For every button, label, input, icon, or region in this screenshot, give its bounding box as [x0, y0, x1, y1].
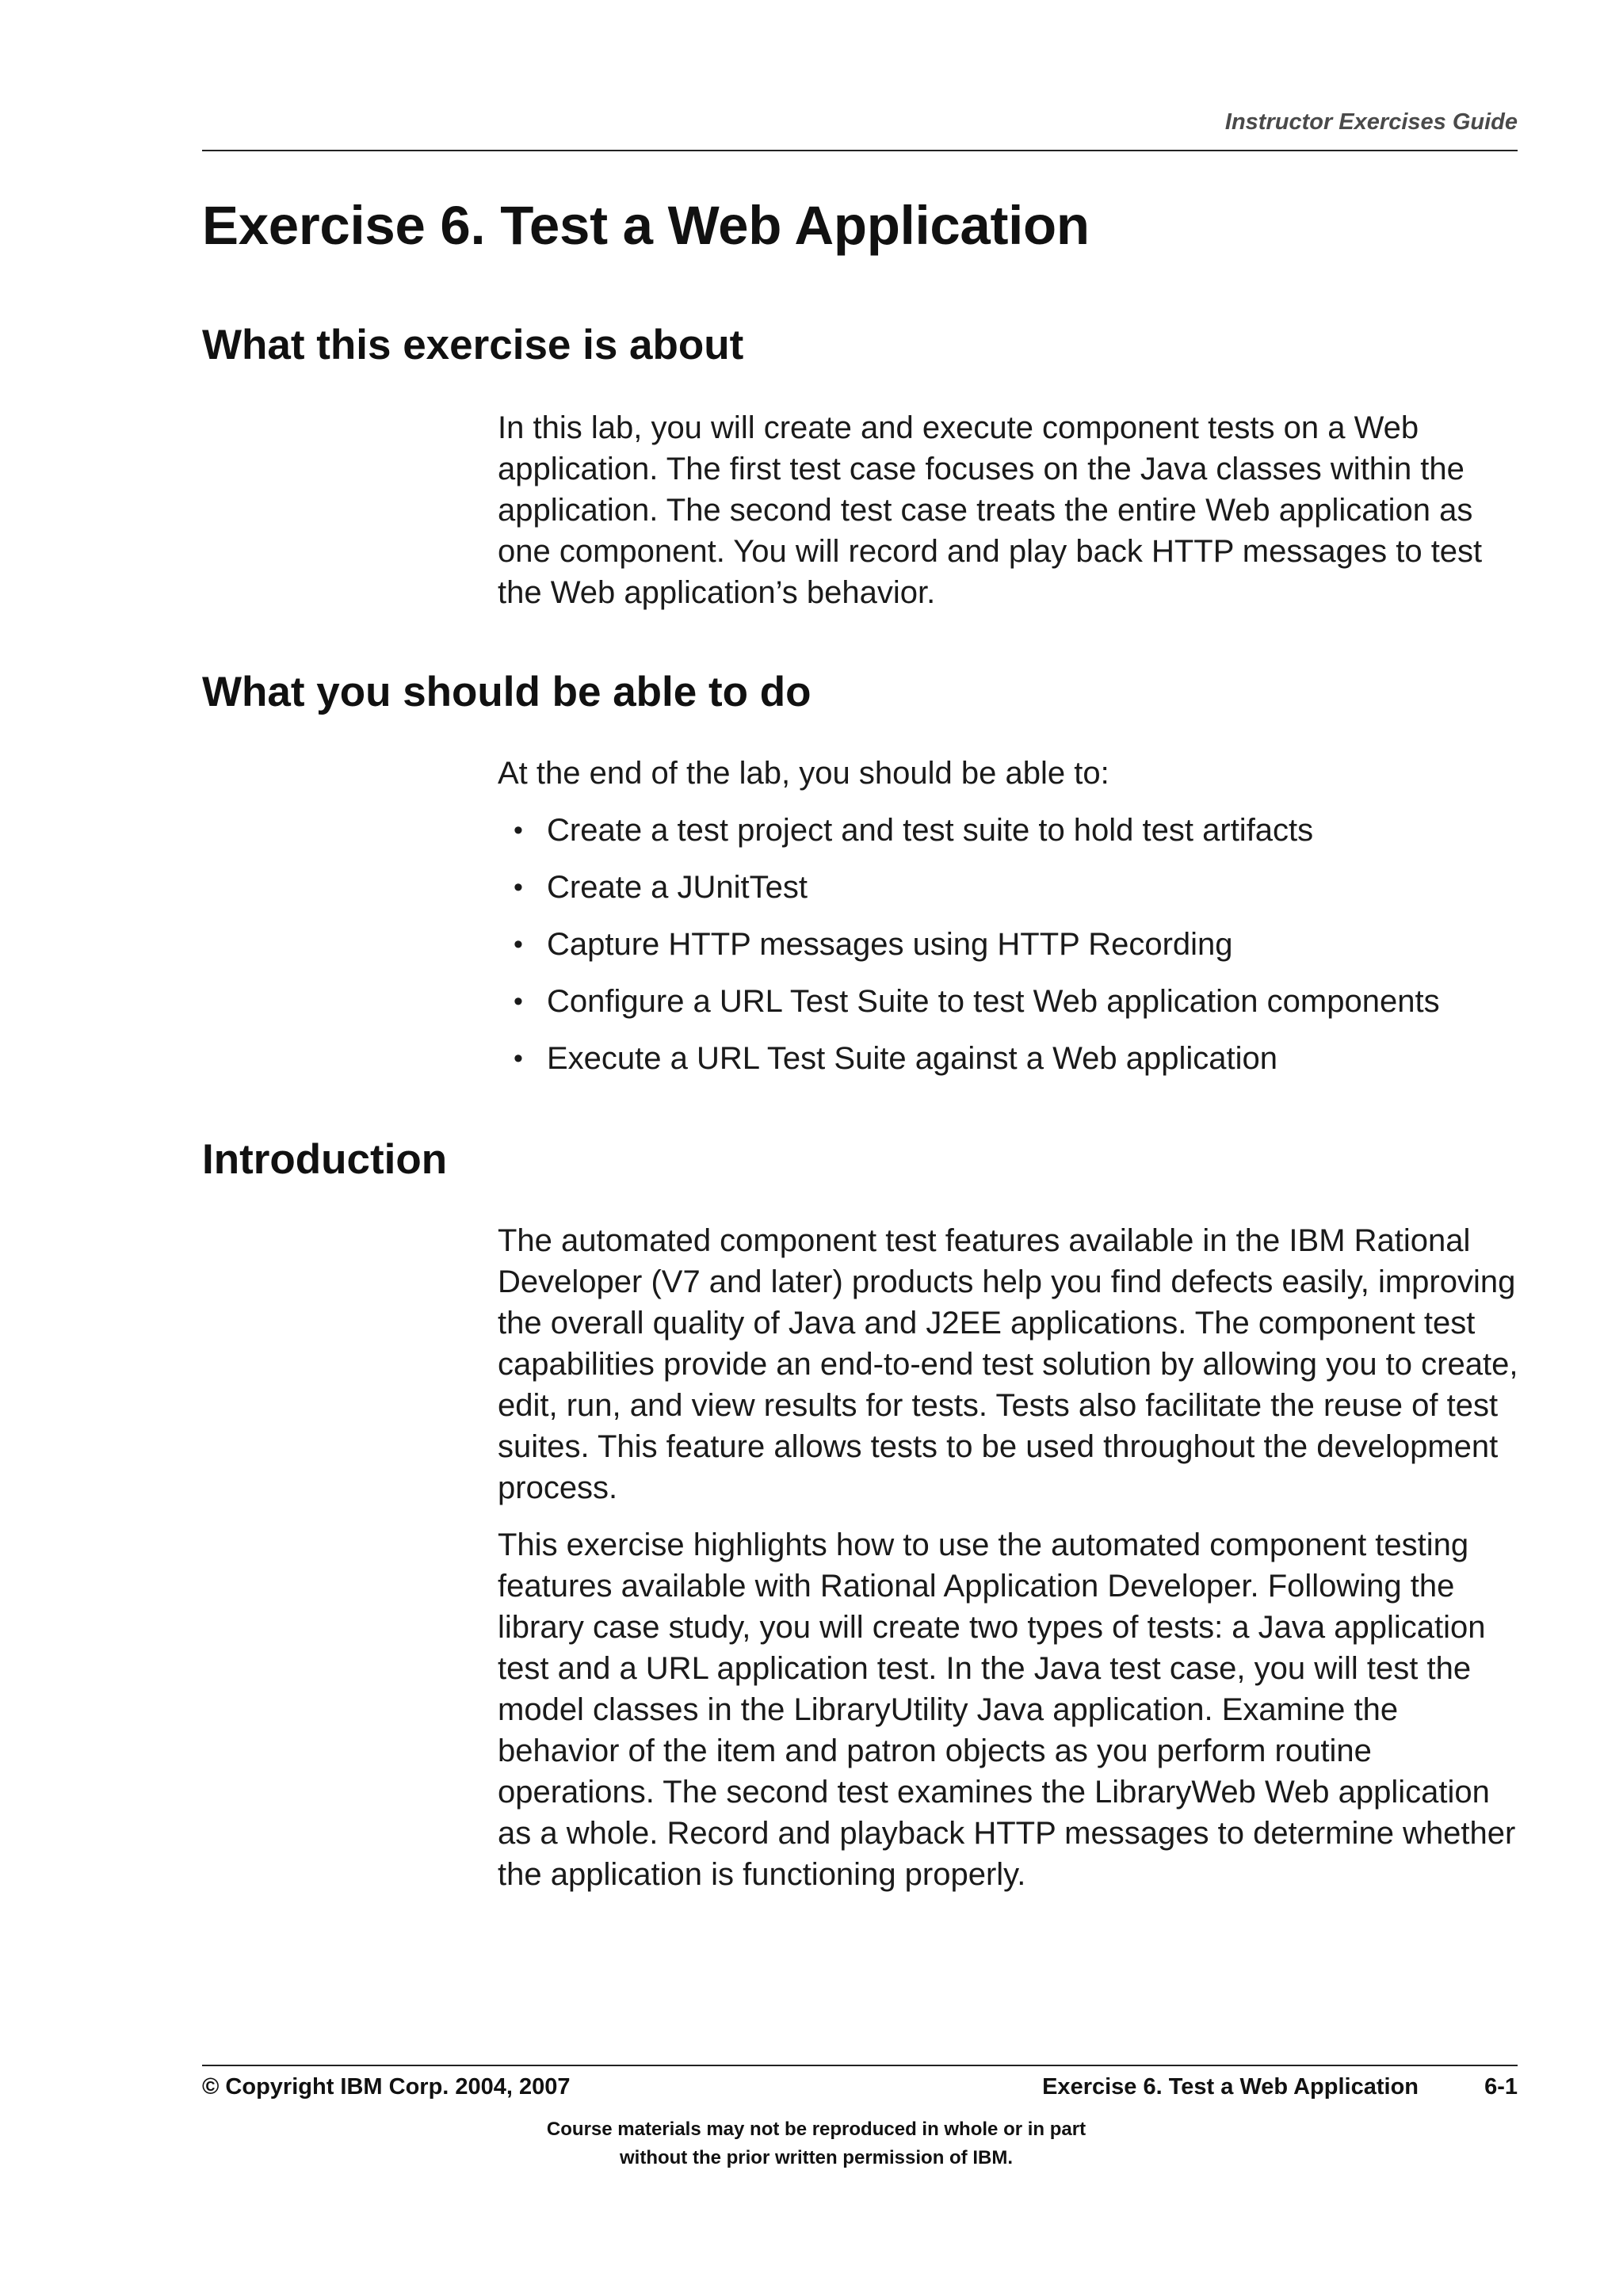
- heading-about: What this exercise is about: [202, 322, 744, 368]
- about-section-body: [498, 407, 1520, 613]
- bullet-icon: •: [514, 929, 523, 959]
- list-item: [498, 867, 1520, 908]
- objectives-section-body: [498, 753, 1520, 1079]
- objectives-list: [498, 810, 1520, 1079]
- footer-notice-line-1: Course materials may not be reproduced in whole or in part: [546, 2119, 1086, 2140]
- bullet-icon: •: [514, 815, 523, 845]
- page-title: Exercise 6. Test a Web Application: [202, 195, 1090, 256]
- about-paragraph: In this lab, you will create and execute component tests on a Web application. The first test case focuses on the Java classes within the application. The second test case treats the entire Web application as one component. You will record and play back HTTP messages to test the Web application’s behavior.: [498, 410, 1483, 610]
- bullet-icon: •: [514, 986, 523, 1016]
- list-item-text: Capture HTTP messages using HTTP Recording: [547, 927, 1233, 962]
- heading-objectives: What you should be able to do: [202, 669, 812, 715]
- introduction-paragraph-1: The automated component test features available in the IBM Rational Developer (V7 and later) products help you find defects easily, improving the overall quality of Java and J2EE applications. The component test capabilities provide an end-to-end test solution by allowing you to create, edit, run, and view results for tests. Tests also facilitate the reuse of test suites. This feature allows tests to be used throughout the development process.: [498, 1223, 1518, 1505]
- list-item: [498, 981, 1520, 1022]
- running-header-guide-title: Instructor Exercises Guide: [1224, 109, 1518, 135]
- objectives-intro: At the end of the lab, you should be able to:: [498, 756, 1109, 791]
- footer-page-number: 6-1: [1484, 2074, 1518, 2100]
- list-item-text: Create a JUnitTest: [547, 870, 808, 905]
- heading-introduction: Introduction: [202, 1136, 448, 1183]
- bullet-icon: •: [514, 1043, 523, 1074]
- footer-notice-line-2: without the prior written permission of IBM.: [620, 2147, 1013, 2168]
- footer-notice: [202, 2115, 1518, 2172]
- list-item-text: Create a test project and test suite to hold test artifacts: [547, 813, 1314, 848]
- list-item-text: Configure a URL Test Suite to test Web application components: [547, 984, 1440, 1019]
- list-item: [498, 1038, 1520, 1079]
- list-item-text: Execute a URL Test Suite against a Web application: [547, 1041, 1278, 1076]
- introduction-paragraph-2: This exercise highlights how to use the automated component testing features available with Rational Application Developer. Following the library case study, you will create two types of tests: a Java application test and a URL application test. In the Java test case, you will test the model classes in the LibraryUtility Java application. Examine the behavior of the item and patron objects as you perform routine operations. The second test examines the LibraryWeb Web application as a whole. Record and playback HTTP messages to determine whether the application is functioning properly.: [498, 1527, 1516, 1892]
- footer-chapter-title: Exercise 6. Test a Web Application: [1042, 2074, 1419, 2100]
- introduction-section-body: [498, 1220, 1520, 1895]
- header-divider: [202, 150, 1518, 151]
- list-item: [498, 810, 1520, 851]
- list-item: [498, 924, 1520, 965]
- footer-divider: [202, 2065, 1518, 2066]
- footer-copyright: © Copyright IBM Corp. 2004, 2007: [202, 2074, 571, 2100]
- bullet-icon: •: [514, 872, 523, 902]
